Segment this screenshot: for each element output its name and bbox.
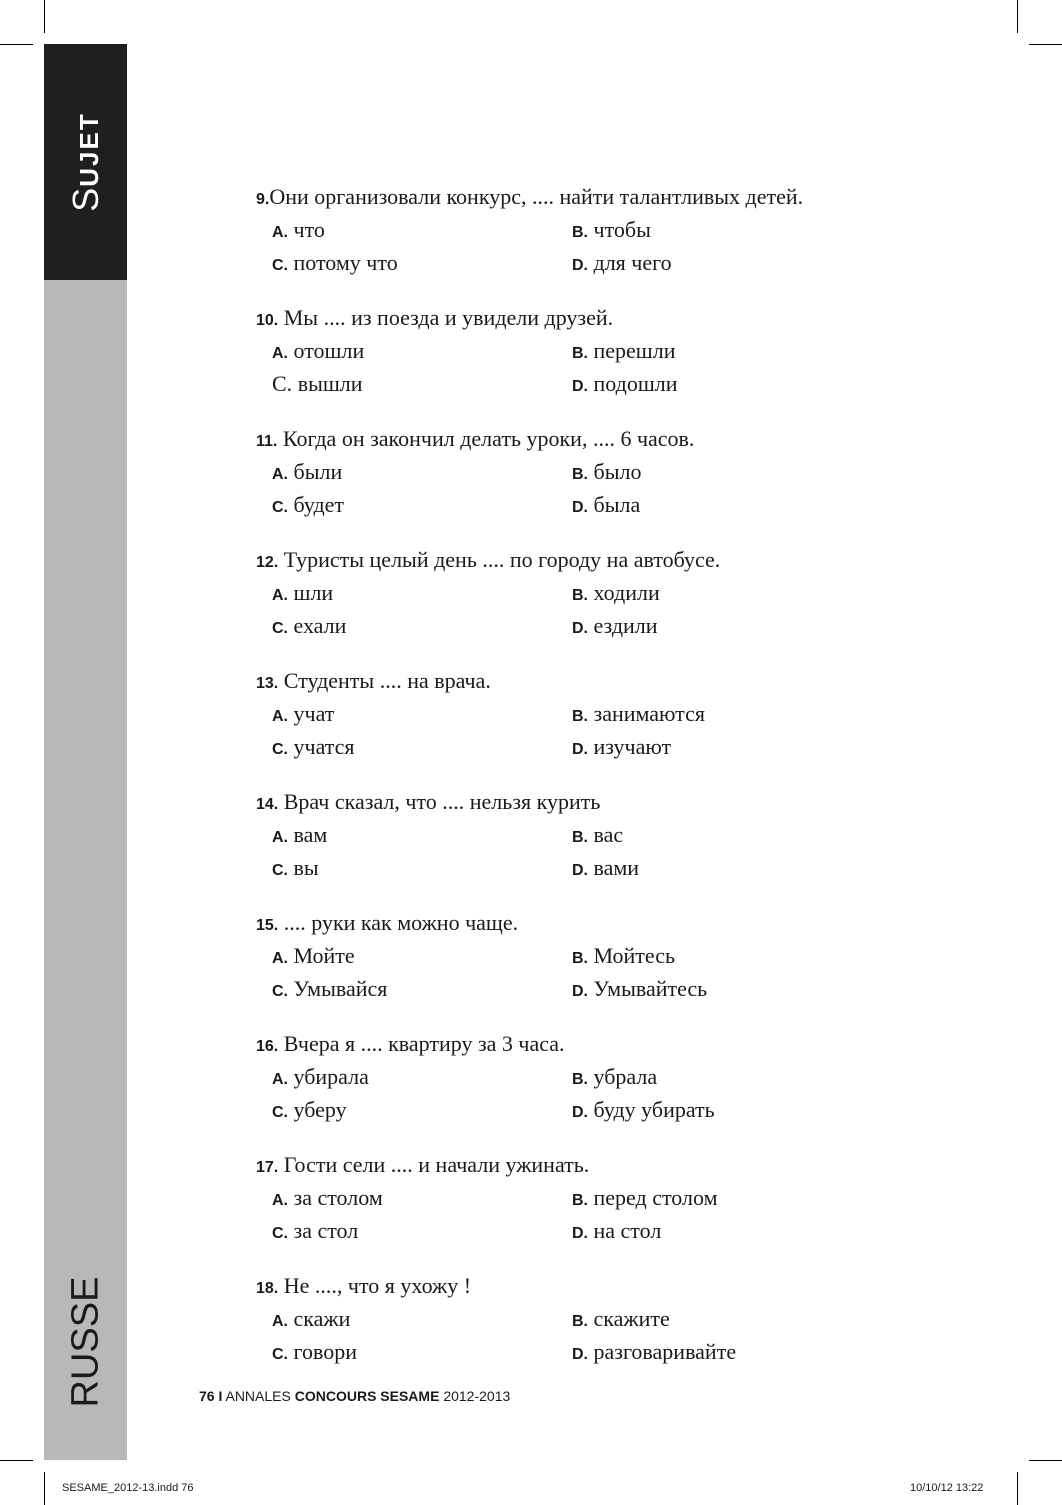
answer-option bbox=[272, 248, 572, 281]
option-text: вами bbox=[593, 855, 640, 880]
answer-option bbox=[272, 974, 572, 1007]
crop-mark-left-bottom bbox=[0, 1460, 33, 1461]
answer-option bbox=[272, 1183, 572, 1216]
answer-option bbox=[572, 369, 872, 402]
option-letter: B. bbox=[572, 1192, 588, 1209]
option-letter: D. bbox=[572, 741, 588, 758]
question-stem bbox=[256, 303, 896, 336]
crop-mark-top-right bbox=[1017, 0, 1018, 33]
question-number: 14. bbox=[256, 796, 279, 813]
question-number: 15. bbox=[256, 917, 279, 934]
option-text: перед столом bbox=[593, 1185, 718, 1210]
option-text: перешли bbox=[593, 338, 676, 363]
crop-mark-right-bottom bbox=[1029, 1460, 1062, 1461]
answer-option bbox=[572, 457, 872, 490]
crop-mark-bottom-left bbox=[44, 1472, 45, 1505]
question-stem bbox=[256, 1029, 896, 1062]
question-stem bbox=[256, 1150, 896, 1183]
question-stem bbox=[256, 424, 896, 457]
question-number: 13. bbox=[256, 675, 279, 692]
footer-annales: ANNALES bbox=[225, 1388, 291, 1404]
question-item bbox=[256, 1271, 896, 1370]
question-text: Студенты .... на врача. bbox=[283, 668, 491, 693]
option-text: убирала bbox=[293, 1064, 369, 1089]
option-letter: A. bbox=[272, 950, 288, 967]
option-text: Мойте bbox=[293, 943, 355, 968]
option-text: вас bbox=[593, 822, 624, 847]
option-letter: C. bbox=[272, 257, 288, 274]
answer-option bbox=[572, 853, 872, 886]
question-item bbox=[256, 182, 896, 281]
option-text: ездили bbox=[593, 613, 658, 638]
answer-option bbox=[572, 1304, 872, 1337]
sujet-initial: S bbox=[65, 186, 106, 212]
page-number: 76 bbox=[199, 1388, 215, 1404]
answer-option bbox=[572, 248, 872, 281]
option-text: скажи bbox=[293, 1306, 351, 1331]
answer-option bbox=[572, 1337, 872, 1370]
option-letter: B. bbox=[572, 708, 588, 725]
option-letter: D. bbox=[572, 983, 588, 1000]
answer-option bbox=[272, 611, 572, 644]
option-letter: A. bbox=[272, 829, 288, 846]
question-text: Врач сказал, что .... нельзя курить bbox=[283, 789, 601, 814]
answer-option bbox=[572, 820, 872, 853]
question-number: 18. bbox=[256, 1280, 279, 1297]
answer-option bbox=[272, 490, 572, 523]
question-item bbox=[256, 303, 896, 402]
question-stem bbox=[256, 545, 896, 578]
slug-filename: SESAME_2012-13.indd 76 bbox=[62, 1482, 194, 1494]
answer-options bbox=[256, 941, 896, 1007]
answer-option bbox=[572, 1062, 872, 1095]
question-number: 12. bbox=[256, 554, 279, 571]
slug-datetime: 10/10/12 13:22 bbox=[910, 1482, 984, 1494]
option-text: вы bbox=[293, 855, 319, 880]
option-letter: C. bbox=[272, 1104, 288, 1121]
question-number: 10. bbox=[256, 312, 279, 329]
option-text: что bbox=[293, 217, 325, 242]
option-letter: D. bbox=[572, 257, 588, 274]
question-stem bbox=[256, 182, 896, 215]
option-letter: B. bbox=[572, 224, 588, 241]
option-letter: B. bbox=[572, 950, 588, 967]
question-item bbox=[256, 908, 896, 1007]
answer-option bbox=[272, 336, 572, 369]
question-item bbox=[256, 666, 896, 765]
question-text: Вчера я .... квартиру за 3 часа. bbox=[283, 1031, 565, 1056]
option-text: убрала bbox=[593, 1064, 658, 1089]
answer-options bbox=[256, 820, 896, 886]
question-text: Туристы целый день .... по городу на автобусе. bbox=[283, 547, 721, 572]
question-stem bbox=[256, 908, 896, 941]
option-letter: B. bbox=[572, 1313, 588, 1330]
question-stem bbox=[256, 787, 896, 820]
question-text: .... руки как можно чаще. bbox=[283, 910, 519, 935]
answer-option bbox=[272, 699, 572, 732]
option-letter: D. bbox=[572, 1346, 588, 1363]
answer-option bbox=[272, 1337, 572, 1370]
answer-option bbox=[572, 699, 872, 732]
option-text: изучают bbox=[593, 734, 672, 759]
option-letter: A. bbox=[272, 587, 288, 604]
question-item bbox=[256, 787, 896, 886]
option-letter: C. bbox=[272, 741, 288, 758]
question-item bbox=[256, 424, 896, 523]
answer-option bbox=[272, 732, 572, 765]
question-number: 9. bbox=[256, 191, 270, 208]
question-number: 11. bbox=[256, 433, 278, 450]
option-letter: С. bbox=[272, 371, 293, 396]
option-text: шли bbox=[293, 580, 334, 605]
option-letter: C. bbox=[272, 499, 288, 516]
sujet-rest: UJET bbox=[74, 112, 104, 187]
answer-option bbox=[272, 1216, 572, 1249]
crop-mark-right-top bbox=[1029, 44, 1062, 45]
option-text: скажите bbox=[593, 1306, 670, 1331]
option-letter: D. bbox=[572, 1225, 588, 1242]
option-letter: C. bbox=[272, 620, 288, 637]
option-text: было bbox=[593, 459, 642, 484]
option-letter: A. bbox=[272, 466, 288, 483]
question-item bbox=[256, 1150, 896, 1249]
footer-concours: CONCOURS SESAME bbox=[294, 1388, 440, 1404]
option-text: занимаются bbox=[593, 701, 705, 726]
answer-options bbox=[256, 1304, 896, 1370]
option-text: будет bbox=[293, 492, 345, 517]
footer-separator: I bbox=[218, 1388, 223, 1404]
option-text: Мойтесь bbox=[593, 943, 676, 968]
question-text: Когда он закончил делать уроки, .... 6 часов. bbox=[282, 426, 695, 451]
option-text: за столом bbox=[293, 1185, 383, 1210]
option-text: учатся bbox=[293, 734, 355, 759]
answer-option bbox=[572, 611, 872, 644]
option-letter: C. bbox=[272, 1346, 288, 1363]
answer-option bbox=[272, 820, 572, 853]
answer-option bbox=[272, 853, 572, 886]
option-text: уберу bbox=[293, 1097, 347, 1122]
question-stem bbox=[256, 1271, 896, 1304]
crop-mark-top-left bbox=[44, 0, 45, 33]
answer-options bbox=[256, 215, 896, 281]
answer-option bbox=[572, 1216, 872, 1249]
option-text: разговаривайте bbox=[593, 1339, 737, 1364]
option-letter: D. bbox=[572, 378, 588, 395]
answer-options bbox=[256, 336, 896, 402]
answer-option bbox=[572, 974, 872, 1007]
question-text: Гости сели .... и начали ужинать. bbox=[283, 1152, 590, 1177]
answer-options bbox=[256, 1183, 896, 1249]
answer-option bbox=[272, 215, 572, 248]
option-letter: A. bbox=[272, 1071, 288, 1088]
option-letter: A. bbox=[272, 1192, 288, 1209]
option-text: подошли bbox=[593, 371, 678, 396]
question-item bbox=[256, 1029, 896, 1128]
answer-option bbox=[272, 941, 572, 974]
question-stem bbox=[256, 666, 896, 699]
option-letter: B. bbox=[572, 1071, 588, 1088]
option-text: потому что bbox=[293, 250, 398, 275]
option-letter: A. bbox=[272, 1313, 288, 1330]
answer-option bbox=[572, 215, 872, 248]
option-letter: B. bbox=[572, 345, 588, 362]
question-text: Они организовали конкурс, .... найти талантливых детей. bbox=[269, 184, 804, 209]
option-text: Умывайся bbox=[293, 976, 388, 1001]
option-letter: C. bbox=[272, 983, 288, 1000]
question-number: 17. bbox=[256, 1159, 279, 1176]
question-text: Не ...., что я ухожу ! bbox=[283, 1273, 472, 1298]
option-text: на стол bbox=[593, 1218, 662, 1243]
option-text: вам bbox=[293, 822, 328, 847]
answer-option bbox=[272, 1095, 572, 1128]
option-text: говори bbox=[293, 1339, 357, 1364]
question-text: Мы .... из поезда и увидели друзей. bbox=[283, 305, 614, 330]
answer-option bbox=[572, 941, 872, 974]
answer-options bbox=[256, 699, 896, 765]
answer-option bbox=[572, 732, 872, 765]
answer-option bbox=[272, 1304, 572, 1337]
question-item bbox=[256, 545, 896, 644]
footer-years: 2012-2013 bbox=[443, 1388, 511, 1404]
answer-option bbox=[572, 336, 872, 369]
crop-mark-left-top bbox=[0, 44, 33, 45]
answer-options bbox=[256, 457, 896, 523]
answer-option bbox=[272, 578, 572, 611]
option-text: были bbox=[293, 459, 343, 484]
option-letter: D. bbox=[572, 620, 588, 637]
option-letter: A. bbox=[272, 224, 288, 241]
option-text: ходили bbox=[593, 580, 660, 605]
option-letter: B. bbox=[572, 466, 588, 483]
option-letter: B. bbox=[572, 829, 588, 846]
option-text: была bbox=[593, 492, 641, 517]
option-text: буду убирать bbox=[593, 1097, 715, 1122]
option-text: вышли bbox=[297, 371, 363, 396]
subject-label: RUSSE bbox=[64, 1276, 107, 1408]
option-letter: C. bbox=[272, 1225, 288, 1242]
option-text: ехали bbox=[293, 613, 347, 638]
answer-option bbox=[272, 457, 572, 490]
option-letter: C. bbox=[272, 862, 288, 879]
option-text: для чего bbox=[593, 250, 672, 275]
option-letter: B. bbox=[572, 587, 588, 604]
answer-option bbox=[272, 1062, 572, 1095]
answer-option bbox=[572, 1095, 872, 1128]
option-letter: A. bbox=[272, 708, 288, 725]
answer-option bbox=[572, 490, 872, 523]
answer-options bbox=[256, 578, 896, 644]
option-text: чтобы bbox=[593, 217, 651, 242]
option-letter: D. bbox=[572, 1104, 588, 1121]
answer-option bbox=[572, 1183, 872, 1216]
crop-mark-bottom-right bbox=[1017, 1472, 1018, 1505]
answer-option bbox=[572, 578, 872, 611]
option-letter: D. bbox=[572, 862, 588, 879]
option-text: учат bbox=[293, 701, 335, 726]
option-text: отошли bbox=[293, 338, 365, 363]
option-text: Умывайтесь bbox=[593, 976, 708, 1001]
question-number: 16. bbox=[256, 1038, 279, 1055]
option-letter: D. bbox=[572, 499, 588, 516]
answer-option bbox=[272, 369, 572, 402]
answer-options bbox=[256, 1062, 896, 1128]
option-text: за стол bbox=[293, 1218, 359, 1243]
option-letter: A. bbox=[272, 345, 288, 362]
section-label-sujet bbox=[65, 112, 107, 211]
page-footer bbox=[199, 1388, 510, 1404]
question-list bbox=[256, 182, 896, 1392]
